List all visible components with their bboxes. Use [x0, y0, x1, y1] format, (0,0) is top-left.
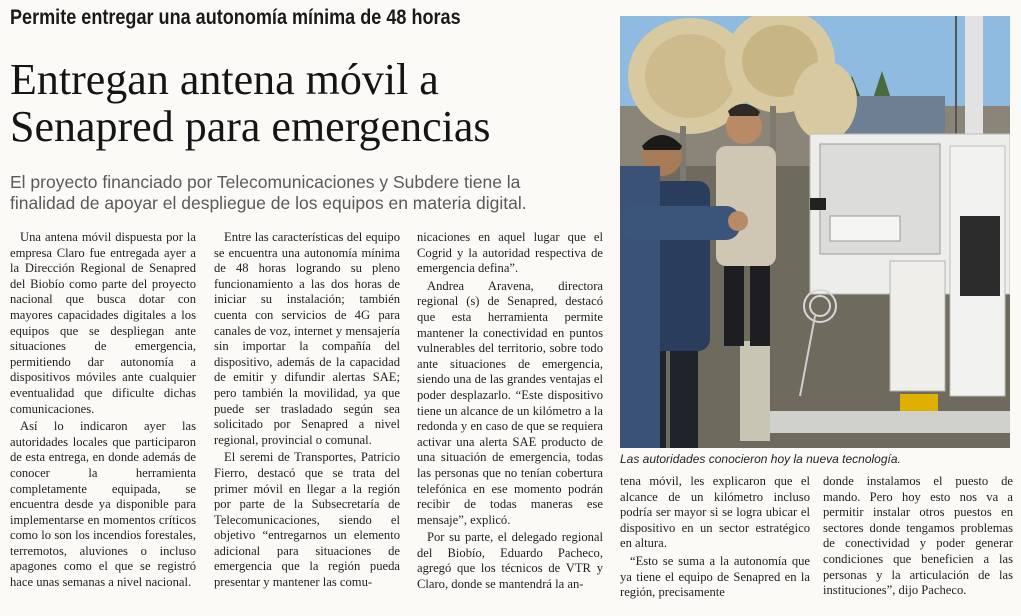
paragraph: Por su parte, el delegado regional del Biobío, Eduardo Pacheco, agregó que los técnicos de VTR y Claro, donde se mantendrá la an-	[417, 530, 603, 592]
article-deck	[10, 172, 610, 214]
body-column-1	[10, 230, 196, 610]
body-column-5	[823, 474, 1013, 610]
body-column-2	[214, 230, 400, 610]
headline-line-2: Senapred para emergencias	[10, 102, 491, 151]
deck-line-1: El proyecto financiado por Telecomunicaciones y Subdere tiene la	[10, 172, 521, 192]
photo-illustration	[620, 16, 1010, 448]
article-photo	[620, 16, 1010, 448]
paragraph: Entre las características del equipo se encuentra una autonomía mínima de 48 horas logrando su pleno funcionamiento a las dos horas de iniciar su instalación; también cuenta con servicios de 4G para canales de voz, internet y mensajería sin importar la compañía del dispositivo, además de la capacidad de emitir y difundir alertas SAE; pero también la movilidad, ya que puede ser trasladado según sea solicitado por Senapred a nivel regional, provincial o comunal.	[214, 230, 400, 447]
paragraph: Así lo indicaron ayer las autoridades locales que participaron de esta entrega, en donde además de conocer la herramienta completamente equipada, se encuentra desde ya disponible para implementarse en momentos críticos como lo son los incendios forestales, terremotos, aluviones o incluso apagones como el que se registró hace unas semanas a nivel nacional.	[10, 419, 196, 590]
article-headline	[10, 56, 610, 150]
article-kicker: Permite entregar una autonomía mínima de 48 horas	[10, 6, 461, 29]
paragraph: Andrea Aravena, directora regional (s) de Senapred, destacó que esta herramienta permite mantener la conectividad en puntos vulnerables del territorio, sobre todo ante situaciones de emergencia, siendo una de las grandes ventajas el poder desplazarlo. “Este dispositivo tiene un alcance de un kilómetro a la redonda y en caso de que se requiera activar una alerta SAE producto de una situación de emergencia, todas las personas que no tenían cobertura telefónica en ese momento podrán recibir de todas maneras ese mensaje”, explicó.	[417, 278, 603, 527]
paragraph: donde instalamos el puesto de mando. Pero hoy esto nos va a permitir instalar otros puestos en sectores donde tengamos problemas de conectividad y poder generar condiciones que beneficien a las personas y la articulación de las instituciones”, dijo Pacheco.	[823, 474, 1013, 598]
paragraph: “Esto se suma a la autonomía que ya tiene el equipo de Senapred en la región, precisamente	[620, 553, 810, 600]
paragraph: Una antena móvil dispuesta por la empresa Claro fue entregada ayer a la Dirección Regional de Senapred del Biobío como parte del proyecto nacional que busca dotar con mayores capacidades digitales a los equipos que se despliegan ante situaciones de emergencia, permitiendo dar autonomía a dispositivos móviles ante cualquier eventualidad que dificulte dichas comunicaciones.	[10, 230, 196, 416]
body-column-4	[620, 474, 810, 610]
paragraph: nicaciones en aquel lugar que el Cogrid y la autoridad respectiva de emergencia defina”.	[417, 230, 603, 276]
body-column-3	[417, 230, 603, 610]
photo-caption: Las autoridades conocieron hoy la nueva tecnología.	[620, 452, 901, 466]
headline-line-1: Entregan antena móvil a	[10, 55, 439, 104]
deck-line-2: finalidad de apoyar el despliegue de los equipos en materia digital.	[10, 193, 527, 213]
paragraph: El seremi de Transportes, Patricio Fierro, destacó que se trata del primer móvil en llegar a la región por parte de la Subsecretaría de Telecomunicaciones, siendo el objetivo “entregarnos un elemento adicional para situaciones de emergencia que la región pueda presentar y mantener las comu-	[214, 450, 400, 590]
paragraph: tena móvil, les explicaron que el alcance de un kilómetro incluso podría ser mayor si se logra ubicar el dispositivo en un sector estratégico en altura.	[620, 474, 810, 551]
